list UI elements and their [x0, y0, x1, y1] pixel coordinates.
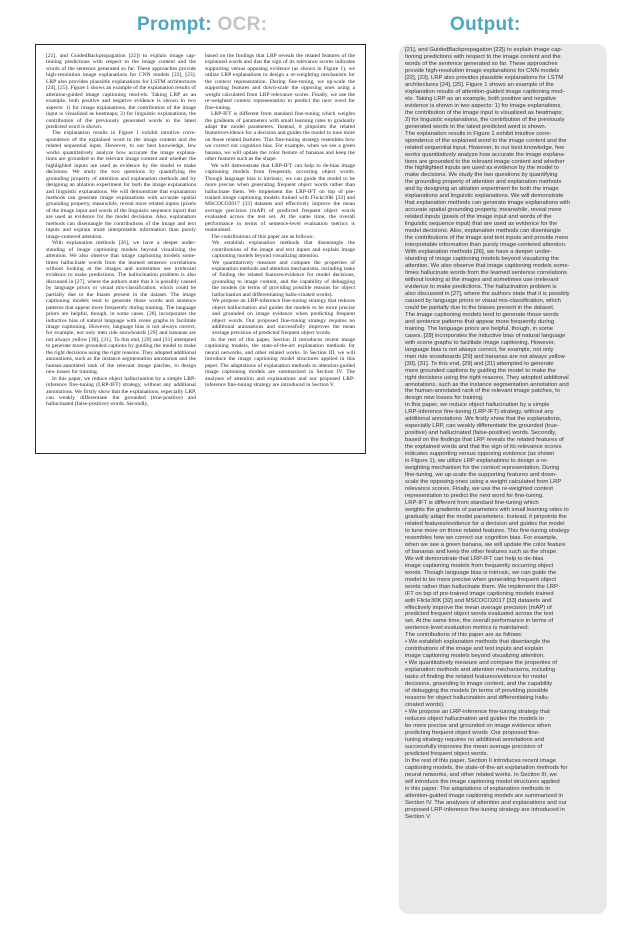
output-line: gradually adapt the model parameters. Instead, it pinpoints the	[405, 513, 567, 520]
output-line: design new losses for training.	[405, 395, 484, 402]
contribution-item: • We propose an LRP-inference fine-tuning strategy that reduces object hallucination and guides the models to be more precise and grounded on image evidence when predicting frequent object words. Our proposed fine-tuning strategy requires no additional annotations and successfully improves the mean average precision of predicted frequent object words.	[212, 298, 355, 337]
doc-paragraph: The contributions of this paper are as follows:	[211, 233, 314, 240]
output-line: attention. We also observe that image captioning models some-	[405, 263, 570, 270]
output-line: explanations and linguistic explanations. We will demonstrate	[405, 193, 564, 200]
output-line: In this paper, we reduce object hallucination by a simple	[405, 402, 550, 409]
output-line: [22], [23]. LRP also provides plausible explanations for LSTM	[405, 74, 564, 81]
output-line: decisions, grounding to image content, and the capability	[405, 681, 553, 688]
output-line: provide high-resolution image explanations for CNN models	[405, 67, 560, 74]
output-line: could be partially due to the biases present in the dataset.	[405, 304, 555, 311]
output-line: resembles how we correct our cognition bias. For example,	[405, 534, 558, 541]
output-text	[405, 47, 601, 821]
output-line: with scene graphs to facilitate image captioning. However,	[405, 339, 556, 346]
output-line: representation to predict the next word for fine-tuning.	[405, 493, 544, 499]
output-line: With explanation methods [26], we have a deeper under-	[405, 249, 552, 256]
output-line: Section IV. The analyses of attention and explanations and our	[405, 799, 567, 806]
output-line: that explanation methods can generate image explanations with	[405, 200, 571, 207]
output-line: times hallucinate words from the learned sentence correlations	[405, 270, 568, 276]
output-line: captioning models, the state-of-the-art explanation methods for	[405, 764, 568, 771]
output-line: fine-tuning, we up-scale the supporting features and down-	[405, 472, 558, 479]
output-line: when we see a green banana, we will update the color feature	[405, 541, 566, 548]
output-panel	[399, 44, 607, 914]
output-line: words rather than hallucinate them. We implement the LRP-	[405, 583, 560, 590]
output-line: annotations, such as the instance segmentation annotation and	[405, 381, 569, 388]
output-line: right decisions using the right reasons. They adopted additional	[405, 374, 569, 381]
output-line: related sequential input. However, to our best knowledge, few	[405, 144, 565, 151]
doc-paragraph: LRP-IFT is different from standard fine-tuning which weights the gradients of parameters with small learning rates to gradually adapt the model parameters. Instead, it pinpoints the related features/evidence for a decision and guides the model to tune more on those related features. This fine-tuning strategy resembles how we correct our cognition bias. For example, when we see a green banana, we will update the color feature of bananas and keep the other features such as the shape.	[205, 111, 355, 163]
doc-paragraph: The explanation results in Figure 1 exhibit intuitive corre-spondence of the explained word to the image content and the related sequential input. However, to our best knowledge, few works quantitatively analyze how accurate the image explana-tions are grounded to the relevant image content and whether the highlighted inputs are used as evidence by the model to make decisions. We study the two questions by quantifying the grounding property of attention and explanation methods and by designing an ablation experiment for both the image explanations and linguistic explanations. We will demonstrate that explanation methods can generate image explanations with accurate spatial grounding property, meanwhile, reveal more related inputs (pixels of the image input and words of the linguistic sequence input) that are used as evidence for the model decisions. Also, explanation methods can disentangle the contributions of the image and text inputs and explain more interpretable information than purely image-centered attention.	[46, 130, 196, 240]
doc-paragraph: In this paper, we reduce object hallucination by a simple LRP-inference fine-tuning (LRP-IFT) strategy, without any additional annotations. We firstly show that the explanations, especially LRP, can weakly differentiate the grounded (true-positive) and hallucinated (false-positive) words. Secondly,	[46, 375, 196, 408]
output-line: the contributions of the image and text inputs and provide more	[405, 235, 569, 242]
output-line: works quantitatively analyze how accurate the image explana-	[405, 151, 566, 158]
output-line: additional annotations .We firstly show that the explanations,	[405, 416, 562, 423]
output-line: training. The language priors are helpful, though, in some	[405, 325, 554, 332]
output-line: in this paper. The adaptations of explanation methods to	[405, 785, 551, 792]
output-line: also discussed in [27], where the authors state that it is possibly	[405, 290, 570, 297]
output-line: evidence to make predictions. The hallucination problem is	[405, 283, 557, 290]
output-line: IFT on top of pre-trained image captioning models trained	[405, 590, 554, 597]
output-line: the grounding property of attention and explanation methods	[405, 179, 562, 186]
output-line: reasons for object hallucination and differentiating hallu-	[405, 695, 550, 702]
output-line: of bananas and keep the other features such as the shape.	[405, 548, 558, 555]
output-line: linguistic sequence input) that are used as evidence for the	[405, 221, 558, 228]
output-line: model decisions. Also, explanation methods can disentangle	[405, 228, 561, 235]
output-line: to tune more on those related features. This fine-tuning strategy	[405, 527, 570, 534]
output-header: Output:	[450, 14, 521, 35]
output-line: words. Though language bias is intrinsic, we can guide the	[405, 569, 557, 576]
output-line: reduces object hallucination and guides the models to	[405, 716, 545, 722]
prompt-label: Prompt:	[137, 14, 212, 35]
output-line: effectively improve the mean average precision (mAP) of	[405, 604, 552, 611]
output-line: We will demonstrate that LRP-IFT can help to de-bias	[405, 555, 544, 562]
output-line: The explanation results in Figure 1 exhibit intuitive corre-	[405, 130, 552, 137]
output-line: caused by language priors or visual mis-classification, which	[405, 297, 561, 304]
output-line: tioning predictions with respect to the image content and the	[405, 53, 561, 60]
output-line: sentence-level evaluation metrics is maintained.	[405, 625, 530, 632]
output-line: LRP-IFT is different from standard fine-tuning which	[405, 499, 539, 506]
output-line: evidence is shown in two aspects: 1) for image explanations,	[405, 102, 562, 109]
output-line: men ride snowboards [29] and bananas are not always yellow	[405, 353, 565, 360]
contribution-item: • We quantitatively measure and compare the properties of explanation methods and attention mechanisms, including tasks of finding the related features/evidence for model decisions, grounding to image content, and the capability of debugging the models (in terms of providing possible reasons for object hallucination and differentiating hallu-cinated words).	[212, 260, 355, 299]
output-line: weighting mechanism for the context representation. During	[405, 465, 560, 472]
output-line: cases. [28] incorporates the inductive bias of natural language	[405, 332, 566, 339]
output-line: accurate spatial grounding property, meanwhile, reveal more	[405, 207, 562, 214]
output-line: successfully improves the mean average precision of	[405, 743, 543, 750]
output-line: language bias is not always correct, for example, not only	[405, 346, 554, 353]
output-line: model to be more precise when generating frequent object	[405, 576, 557, 583]
output-line: [21], and GuidedBackpropagation [22]) to explain image cap-	[405, 47, 563, 53]
output-line: of debugging the models (in terms of providing possible	[405, 688, 549, 695]
output-line: contributions of the image and text inputs and explain	[405, 646, 544, 653]
output-line: be more precise and grounded on image evidence when	[405, 722, 551, 729]
output-line: explanation methods and attention mechanisms, including	[405, 667, 556, 674]
output-line: the human-annotated rank of the relevant image patches, to	[405, 388, 560, 395]
output-line: the explained words and that the sign of its relevance scores	[405, 444, 562, 451]
output-line: words of the sentence generated so far. These approaches	[405, 60, 558, 67]
output-line: • We quantitatively measure and compare the properties of	[405, 660, 558, 667]
output-line: • We establish explanation methods that disentangle the	[405, 639, 551, 646]
output-line: standing of image captioning models beyond visualizing the	[405, 256, 559, 263]
output-line: proposed LRP-inference fine-tuning strategy are introduced in	[405, 806, 565, 813]
output-line: architectures [24], [25]. Figure 1 shows an example of the	[405, 81, 554, 88]
output-line: make decisions. We study the two questions by quantifying	[405, 172, 558, 179]
document-column-right	[205, 53, 355, 447]
output-line: based on the findings that LRP reveals the related features of	[405, 437, 564, 444]
output-line: els. Taking LRP as an example, both positive and negative	[405, 95, 557, 102]
output-line: indicates supporting versus opposing evidence (as shown	[405, 451, 555, 458]
output-line: explanation results of attention-guided image captioning mod-	[405, 88, 565, 95]
output-line: cinated words).	[405, 702, 445, 709]
output-line: more grounded captions by guiding the model to make the	[405, 367, 556, 374]
output-line: the contribution of the image input is visualized as heatmaps;	[405, 109, 563, 116]
prompt-header	[137, 14, 267, 38]
contributions-list	[205, 240, 355, 337]
output-line: weights the gradients of parameters with small learning rates to	[405, 506, 569, 513]
output-line: neural networks, and other related works. In Section III, we	[405, 771, 558, 778]
output-line: Section V.	[405, 813, 432, 820]
doc-paragraph: [21], and GuidedBackpropagation [22]) to explain image cap-tioning predictions with respect to the image content and the words of the sentence generated so far. These approaches provide high-resolution image explanations for CNN models [22], [23]. LRP also provides plausible explanations for LSTM architectures [24], [25]. Figure 1 shows an example of the explanation results of attention-guided image captioning mod-els. Taking LRP as an example, both positive and negative evidence is shown in two aspects: 1) for image explanations, the contribution of the image input is visualized as heatmaps; 2) for linguistic explanations, the contribution of the previously generated words to the latest predicted word is shown.	[46, 53, 196, 130]
doc-paragraph: In the rest of this paper, Section II introduces recent image captioning models, the state-of-the-art explanation methods for neural networks, and other related works. In Section III, we will introduce the image captioning model structures applied in this paper. The adaptations of explanation methods to attention-guided image captioning models are summarized in Section IV. The analyses of attention and explanations and our proposed LRP-inference fine-tuning strategy are introduced in Section V.	[205, 336, 355, 389]
output-line: without looking at the images and sometimes use irrelevant	[405, 276, 559, 283]
output-line: The contributions of this paper are as follows:	[405, 632, 523, 639]
output-line: predicted frequent object words.	[405, 750, 489, 757]
output-line: spondence of the explained word to the image content and the	[405, 137, 567, 144]
output-line: tuning strategy requires no additional annotations and	[405, 736, 545, 743]
document-column-left	[46, 53, 196, 447]
output-line: related inputs (pixels of the image input and words of the	[405, 214, 552, 221]
contribution-item: • We establish explanation methods that disentangle the contributions of the image and text inputs and explain image captioning models beyond visualizing attention.	[212, 240, 355, 259]
output-line: in Figure 1), we utilize LRP explanations to design a re-	[405, 458, 549, 465]
output-line: interpretable information than purely image-centered attention.	[405, 242, 567, 249]
output-line: In the rest of this paper, Section II introduces recent image	[405, 757, 557, 764]
output-line: image captioning models from frequently occurring object	[405, 562, 554, 569]
doc-paragraph: We will demonstrate that LRP-IFT can help to de-bias image captioning models from frequently occurring object words. Though language bias is intrinsic, we can guide the model to be more precise when generating frequent object words rather than hallucinate them. We implement the LRP-IFT on top of pre-trained image captioning models trained with Flickr30K [32] and MSCOCO2017 [33] datasets and effectively improve the mean average precision (mAP) of predicted frequent object words evaluated across the test set. At the same time, the overall performance in terms of sentence-level evaluation metrics is maintained.	[205, 162, 355, 234]
output-line: predicted frequent object words evaluated across the test	[405, 611, 554, 618]
output-line: with Flickr30K [32] and MSCOCO2017 [33] datasets and	[405, 597, 552, 604]
output-line: [30], [31]. To this end, [29] and [31] attempted to generate	[405, 360, 554, 367]
doc-paragraph: With explanation methods [26], we have a deeper under-standing of image captioning models beyond visualizing the attention. We also observe that image captioning models some-times hallucinate words from the learned sentence correlations without looking at the images and sometimes use irrelevant evidence to make predictions. The hallucination problem is also discussed in [27], where the authors state that it is possibly caused by language priors or visual mis-classification, which could be partially due to the biases present in the dataset. The image captioning models tend to generate those words and sentence patterns that appear more frequently during training. The language priors are helpful, though, in some cases. [28] incorporates the inductive bias of natural language with scene graphs to facilitate image captioning. However, language bias is not always correct, for example, not only men ride snowboards [29] and bananas are not always yellow [30], [31]. To this end, [29] and [31] attempted to generate more grounded captions by guiding the model to make the right decisions using the right reasons. They adopted additional annotations, such as the instance segmentation annotation and the human-annotated rank of the relevant image patches, to design new losses for training.	[46, 240, 196, 376]
output-line: attention-guided image captioning models are summarized in	[405, 792, 563, 799]
output-line: image captioning models beyond visualizing attention.	[405, 653, 545, 660]
ocr-label: OCR:	[217, 14, 268, 35]
output-line: 2) for linguistic explanations, the contribution of the previously	[405, 116, 565, 123]
output-line: • We propose an LRP-inference fine-tuning strategy that	[405, 709, 550, 716]
output-line: LRP-inference fine-tuning (LRP-IFT) strategy, without any	[405, 409, 554, 416]
output-line: the highlighted inputs are used as evidence by the model to	[405, 165, 559, 172]
output-line: will introduce the image captioning model structures applied	[405, 778, 560, 785]
output-line: predicting frequent object words .Our proposed fine-	[405, 729, 540, 736]
output-line: scale the opposing ones using a weight calculated from LRP	[405, 479, 562, 486]
output-line: positive) and hallucinated (false-positive) words. Secondly,	[405, 430, 557, 437]
output-line: set. At the same time, the overall performance in terms of	[405, 618, 554, 625]
output-line: tions are grounded to the relevant image content and whether	[405, 158, 565, 165]
output-line: and by designing an ablation experiment for both the image	[405, 186, 559, 193]
output-line: especially LRP, can weakly differentiate the grounded (true-	[405, 423, 559, 430]
output-line: related features/evidence for a decision and guides the model	[405, 520, 565, 527]
doc-paragraph: based on the findings that LRP reveals the related features of the explained words and that the sign of its relevance scores indicates supporting versus opposing evidence (as shown in Figure 1), we utilize LRP explanations to design a re-weighting mechanism for the context representation. During fine-tuning, we up-scale the supporting features and down-scale the opposing ones using a weight calculated from LRP relevance scores. Finally, we use the re-weighted context representation to predict the next word for fine-tuning.	[205, 53, 355, 111]
output-line: and sentence patterns that appear more frequently during	[405, 318, 555, 325]
output-line: The image captioning models tend to generate those words	[405, 311, 559, 318]
document-image	[35, 44, 366, 454]
output-line: relevance scores. Finally, we use the re-weighted context	[405, 486, 554, 493]
output-line: tasks of finding the related features/evidence for model	[405, 674, 547, 681]
output-line: generated words to the latest predicted word is shown.	[405, 123, 547, 130]
